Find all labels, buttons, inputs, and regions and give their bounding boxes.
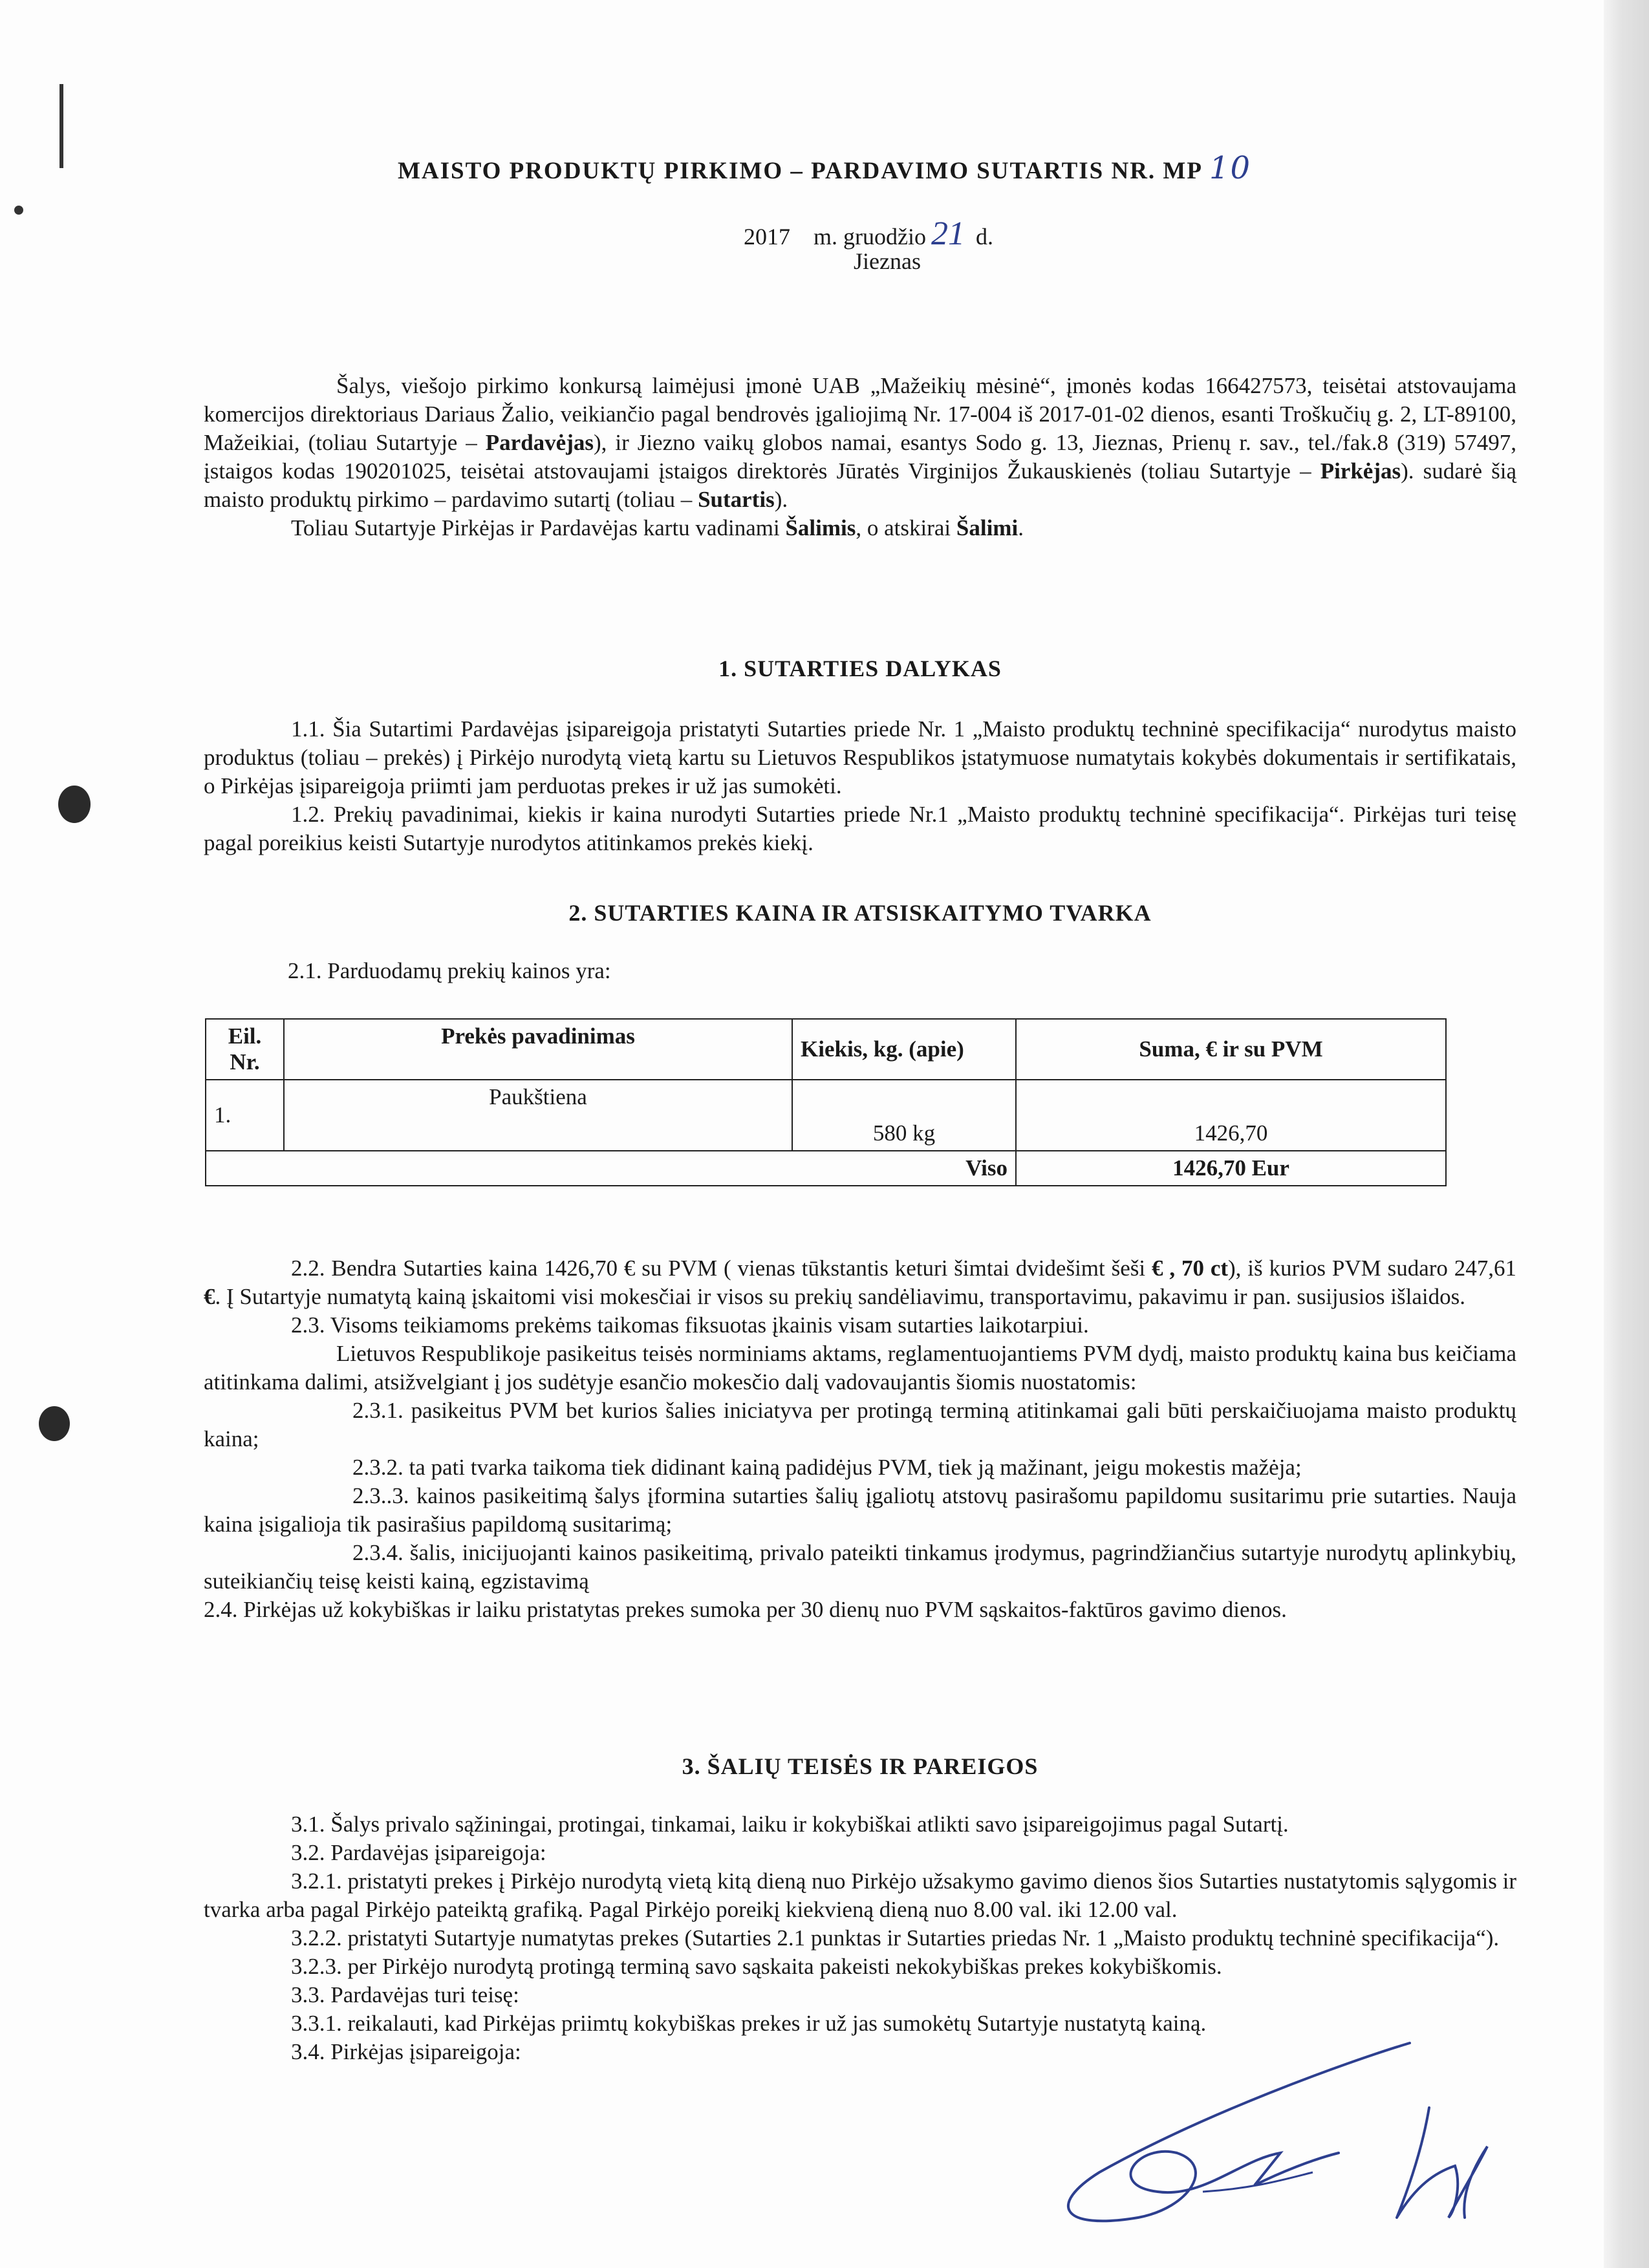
table-header-row <box>206 1019 1446 1080</box>
section1 <box>204 654 1516 857</box>
place-name: Jieznas <box>854 248 921 274</box>
section3-p34: 3.4. Pirkėjas įsipareigoja: <box>291 2039 521 2064</box>
row-qty: 580 kg <box>792 1080 1016 1151</box>
section3-heading: 3. ŠALIŲ TEISĖS IR PAREIGOS <box>682 1753 1039 1779</box>
document-title <box>0 150 1649 186</box>
intro-paragraph: Šalys, viešojo pirkimo konkursą laimėjusi įmonė UAB „Mažeikių mėsinė“, įmonės kodas 166427573, teisėtai atstovaujama komercijos direktoriaus Dariaus Žalio, veikiančio pagal bendrovės įgaliojimą Nr. 17-004 iš 2017-01-02 dienos, esanti Troškučių g. 2, LT-89100, Mažeikiai, (toliau Sutartyje – Pardavėjas), ir Jiezno vaikų globos namai, esantys Sodo g. 13, Jieznas, Prienų r. sav., tel./fak.8 (319) 57497, įstaigos kodas 190201025, teisėtai atstovaujami įstaigos direktorės Jūratės Virginijos Žukauskienės (toliau Sutartyje – Pirkėjas). sudarė šią maisto produktų pirkimo – pardavimo sutartį (toliau – Sutartis). <box>204 373 1517 512</box>
section2-p23: 2.3. Visoms teikiamoms prekėms taikomas fiksuotas įkainis visam sutarties laikotarpiui. <box>291 1312 1089 1338</box>
intro-parties-paragraph: Toliau Sutartyje Pirkėjas ir Pardavėjas kartu vadinami Šalimis, o atskirai Šalimi. <box>291 515 1024 540</box>
punch-hole-bottom <box>39 1406 70 1441</box>
table-total-row <box>206 1151 1446 1186</box>
header-name: Prekės pavadinimas <box>284 1019 792 1080</box>
section3-p33: 3.3. Pardavėjas turi teisę: <box>291 1982 519 2007</box>
section2-p23b: Lietuvos Respublikoje pasikeitus teisės norminiams aktams, reglamentuojantiems PVM dydį, maisto produktų kaina bus keičiama atitinkama dalimi, atsižvelgiant į jos sudėtyje esančio mokesčio dalį vadovaujantis šiomis nuostatomis: <box>204 1341 1516 1395</box>
date-year: 2017 <box>744 224 790 250</box>
section2-p22: 2.2. Bendra Sutarties kaina 1426,70 € su PVM ( vienas tūkstantis keturi šimtai dvidešimt šeši € , 70 ct), iš kurios PVM sudaro 247,61 €. Į Sutartyje numatytą kainą įskaitomi visi mokesčiai ir visos su prekių sandėliavimu, transportavimu, pakavimu ir pan. susijusios išlaidos. <box>204 1256 1517 1309</box>
handwritten-day: 21 <box>931 215 965 252</box>
header-no: Eil. Nr. <box>206 1019 284 1080</box>
handwritten-signatures <box>1009 2024 1513 2237</box>
section2-p234: 2.3.4. šalis, inicijuojanti kainos pasikeitimą, privalo pateikti tinkamus įrodymus, pagrindžiančius sutartyje nurodytų aplinkybių, suteikiančių teisę keisti kainą, egzistavimą <box>204 1540 1516 1594</box>
section1-p2: 1.2. Prekių pavadinimai, kiekis ir kaina nurodyti Sutarties priede Nr.1 „Maisto produktų techninė specifikacija“. Pirkėjas turi teisę pagal poreikius keisti Sutartyje nurodytos atitinkamos prekės kiekį. <box>204 802 1516 855</box>
row-sum: 1426,70 <box>1016 1080 1446 1151</box>
section3-p321: 3.2.1. pristatyti prekes į Pirkėjo nurodytą vietą kitą dieną nuo Pirkėjo užsakymo gavimo dienos šios Sutarties nustatytomis sąlygomis ir tvarka arba pagal Pirkėjo pateiktą grafiką. Pagal Pirkėjo poreikį kiekvieną dieną nuo 8.00 val. iki 12.00 val. <box>204 1868 1516 1922</box>
section2-heading: 2. SUTARTIES KAINA IR ATSISKAITYMO TVARKA <box>568 900 1152 926</box>
intro-block <box>204 372 1516 542</box>
date-month: m. gruodžio <box>814 224 926 250</box>
section2-p231: 2.3.1. pasikeitus PVM bet kurios šalies iniciatyva per protingą terminą atitinkamai gali būti perskaičiuojama maisto produktų kaina; <box>204 1398 1516 1451</box>
section3-p322: 3.2.2. pristatyti Sutartyje numatytas prekes (Sutarties 2.1 punktas ir Sutarties priedas Nr. 1 „Maisto produktų techninė specifikacija“). <box>291 1925 1500 1951</box>
total-label: Viso <box>206 1151 1016 1186</box>
section2-p21: 2.1. Parduodamų prekių kainos yra: <box>288 958 611 983</box>
section3-p323: 3.2.3. per Pirkėjo nurodytą protingą terminą savo sąskaita pakeisti nekokybiškas prekes kokybiškomis. <box>291 1954 1222 1979</box>
section1-heading: 1. SUTARTIES DALYKAS <box>718 656 1002 681</box>
date-suffix: d. <box>975 224 993 250</box>
header-sum: Suma, € ir su PVM <box>1016 1019 1446 1080</box>
section3-p331: 3.3.1. reikalauti, kad Pirkėjas priimtų kokybiškas prekes ir už jas sumokėtų Sutartyje nustatytą kainą. <box>291 2011 1207 2036</box>
section3 <box>204 1752 1516 2066</box>
section2-p232: 2.3.2. ta pati tvarka taikoma tiek didinant kainą padidėjus PVM, tiek ją mažinant, jeigu mokestis mažėja; <box>352 1455 1302 1480</box>
scan-dot <box>14 206 23 215</box>
table-row <box>206 1080 1446 1151</box>
row-name: Paukštiena <box>284 1080 792 1151</box>
header-qty: Kiekis, kg. (apie) <box>792 1019 1016 1080</box>
title-text: MAISTO PRODUKTŲ PIRKIMO – PARDAVIMO SUTARTIS NR. MP <box>397 158 1203 184</box>
section2-p233: 2.3..3. kainos pasikeitimą šalys įformina sutarties šalių įgaliotų atstovų pasirašomu papildomu susitarimu prie sutarties. Nauja kaina įsigalioja tik pasirašius papildomą susitarimą; <box>204 1483 1516 1537</box>
section2-p24: 2.4. Pirkėjas už kokybiškas ir laiku pristatytas prekes sumoka per 30 dienų nuo PVM sąskaitos-faktūros gavimo dienos. <box>204 1597 1287 1622</box>
price-table <box>205 1018 1447 1186</box>
handwritten-contract-number: 10 <box>1209 150 1252 186</box>
scan-edge-shadow <box>1604 0 1649 2268</box>
section3-p31: 3.1. Šalys privalo sąžiningai, protingai, tinkamai, laiku ir kokybiškai atlikti savo įsipareigojimus pagal Sutartį. <box>291 1812 1289 1837</box>
row-no: 1. <box>206 1080 284 1151</box>
punch-hole-top <box>58 786 91 823</box>
section1-p1: 1.1. Šia Sutartimi Pardavėjas įsipareigoja pristatyti Sutarties priede Nr. 1 „Maisto produktų techninė specifikacija“ nurodytus maisto produktus (toliau – prekės) į Pirkėjo nurodytą vietą kartu su Lietuvos Respublikos įstatymuose numatytais kokybės dokumentais ir sertifikatais, o Pirkėjas įsipareigoja priimti jam perduotas prekes ir už jas sumokėti. <box>204 716 1516 798</box>
section3-p32: 3.2. Pardavėjas įsipareigoja: <box>291 1840 546 1865</box>
section2-head <box>204 899 1516 985</box>
section2-body <box>204 1254 1516 1624</box>
total-value: 1426,70 Eur <box>1016 1151 1446 1186</box>
